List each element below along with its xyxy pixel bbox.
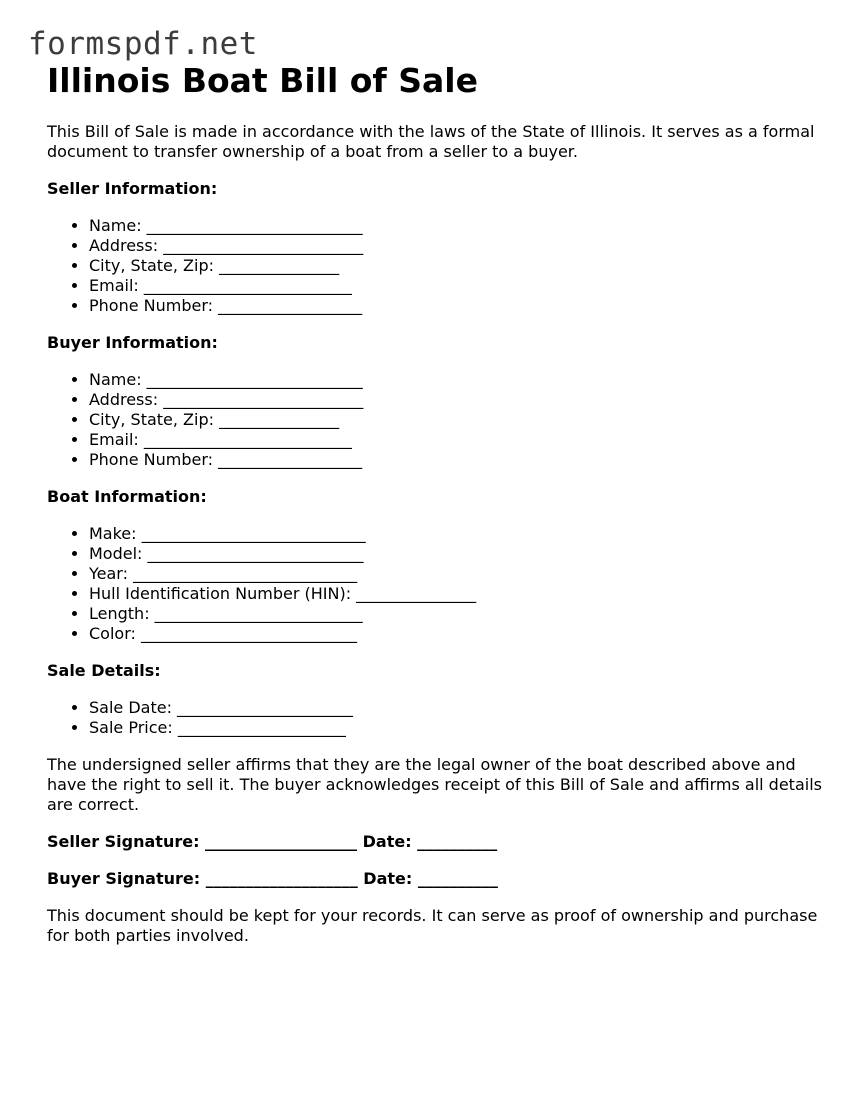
buyer-signature-line: Buyer Signature: ___________________ Date: __________	[47, 869, 498, 888]
boat-year-field: • Year: ____________________________	[89, 564, 827, 584]
boat-make-field: • Make: ____________________________	[89, 524, 827, 544]
buyer-name-field: • Name: ___________________________	[89, 370, 827, 390]
watermark: formspdf.net	[28, 26, 258, 62]
buyer-email-field: • Email: __________________________	[89, 430, 827, 450]
sale-price-field: • Sale Price: _____________________	[89, 718, 827, 738]
buyer-info-list	[47, 370, 827, 470]
seller-email-field: • Email: __________________________	[89, 276, 827, 296]
sale-section-heading: Sale Details:	[47, 661, 161, 680]
boat-color-field: • Color: ___________________________	[89, 624, 827, 644]
buyer-phone-field: • Phone Number: __________________	[89, 450, 827, 470]
sale-date-field: • Sale Date: ______________________	[89, 698, 827, 718]
boat-length-field: • Length: __________________________	[89, 604, 827, 624]
document	[47, 58, 827, 946]
seller-info-list	[47, 216, 827, 316]
boat-info-list	[47, 524, 827, 644]
affirmation-paragraph: The undersigned seller affirms that they are the legal owner of the boat described above and have the right to sell it. The buyer acknowledges receipt of this Bill of Sale and affirms all details are correct.	[47, 755, 822, 814]
intro-paragraph: This Bill of Sale is made in accordance with the laws of the State of Illinois. It serves as a formal document to transfer ownership of a boat from a seller to a buyer.	[47, 122, 815, 161]
buyer-city-state-zip-field: • City, State, Zip: _______________	[89, 410, 827, 430]
seller-section-heading: Seller Information:	[47, 179, 218, 198]
boat-section-heading: Boat Information:	[47, 487, 207, 506]
seller-address-field: • Address: _________________________	[89, 236, 827, 256]
seller-signature-line: Seller Signature: ___________________ Date: __________	[47, 832, 498, 851]
boat-model-field: • Model: ___________________________	[89, 544, 827, 564]
boat-hin-field: • Hull Identification Number (HIN): _______________	[89, 584, 827, 604]
sale-details-list	[47, 698, 827, 738]
seller-phone-field: • Phone Number: __________________	[89, 296, 827, 316]
buyer-section-heading: Buyer Information:	[47, 333, 218, 352]
seller-name-field: • Name: ___________________________	[89, 216, 827, 236]
page-title: Illinois Boat Bill of Sale	[47, 61, 478, 100]
buyer-address-field: • Address: _________________________	[89, 390, 827, 410]
seller-city-state-zip-field: • City, State, Zip: _______________	[89, 256, 827, 276]
footer-paragraph: This document should be kept for your records. It can serve as proof of ownership and purchase for both parties involved.	[47, 906, 818, 945]
